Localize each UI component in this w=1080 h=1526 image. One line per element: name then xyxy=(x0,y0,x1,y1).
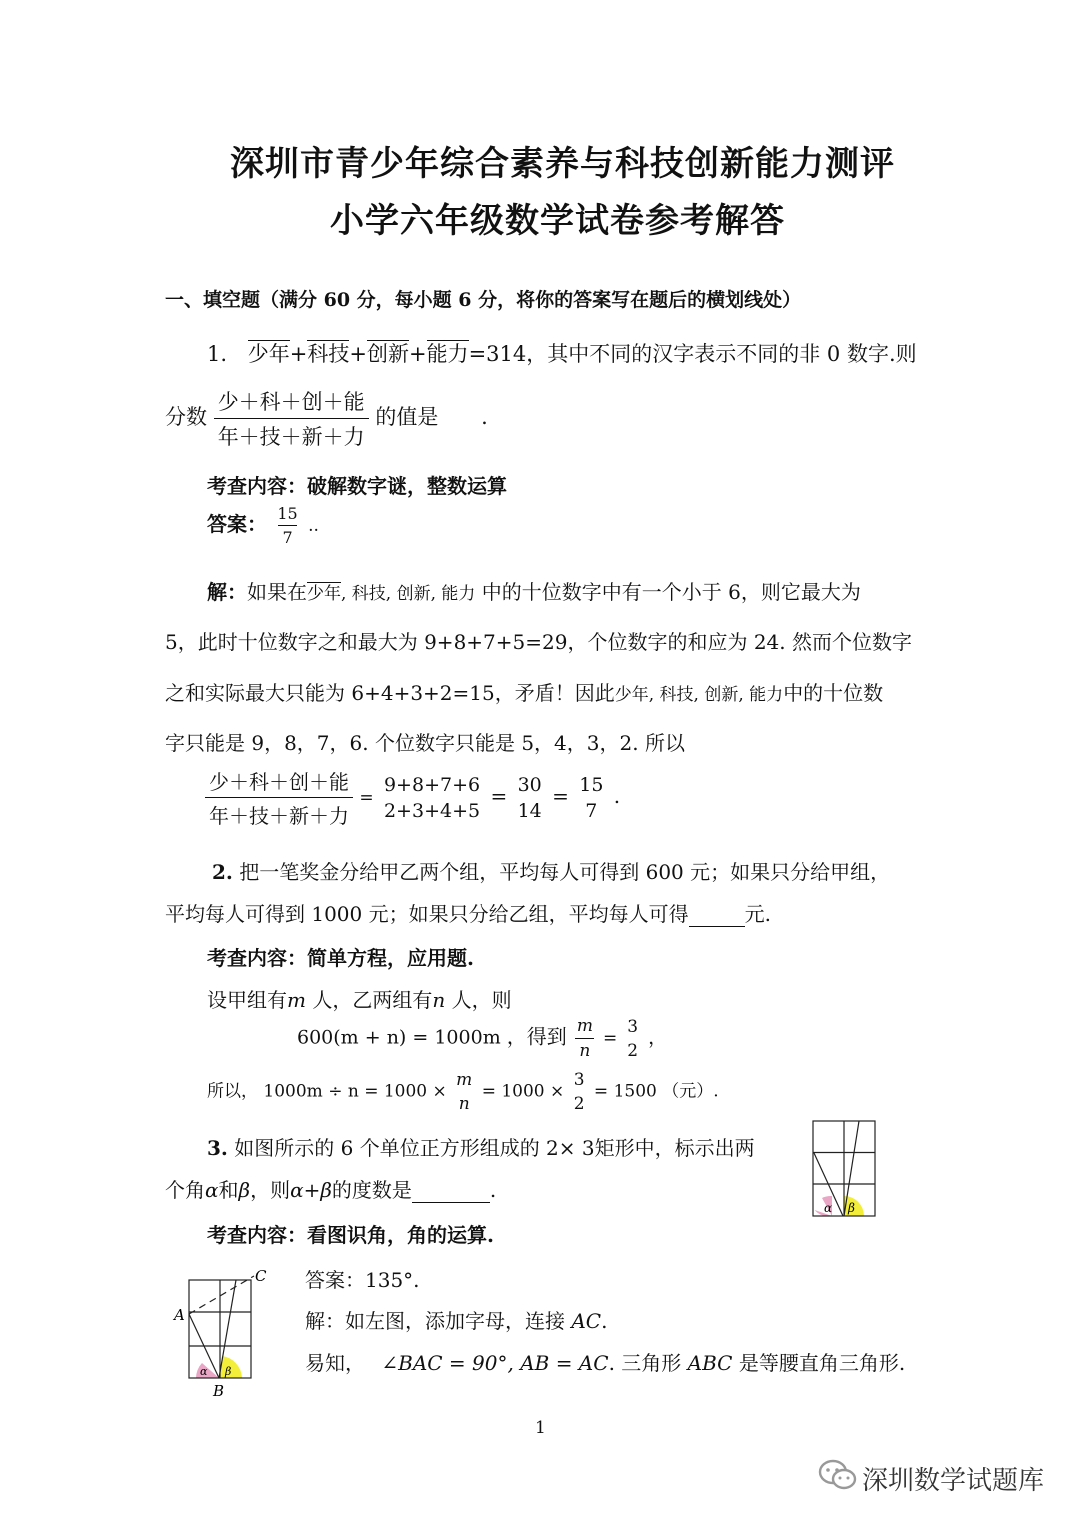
title-line-1: 深圳市青少年综合素养与科技创新能力测评 xyxy=(230,144,895,184)
q3-text: . 三角形 xyxy=(608,1351,682,1375)
q2-line-2 xyxy=(165,898,771,927)
q2-text: 所以， xyxy=(207,1081,258,1102)
q2-text: 设甲组有 xyxy=(207,988,287,1012)
q2-frac-3-2 xyxy=(570,1070,589,1114)
q1-word-nengli: 能力 xyxy=(426,342,469,366)
q1-solution-line-4: 字只能是 9，8，7，6. 个位数字只能是 5，4，3，2. 所以 xyxy=(165,731,685,755)
q1-calc-denominator: 2+3+4+5 xyxy=(383,799,481,822)
q1-answer-fraction xyxy=(273,504,301,547)
q3-text: . xyxy=(601,1309,608,1333)
q2-frac-denominator: n xyxy=(458,1094,470,1114)
q1-answer-label: 答案： xyxy=(207,512,267,536)
q3-text: 的度数是 xyxy=(331,1178,412,1202)
q3-alpha: α xyxy=(205,1178,219,1202)
q3-number: 3. xyxy=(207,1136,228,1160)
q2-expression: 1000 × xyxy=(501,1081,565,1102)
point-c-label: C xyxy=(255,1267,267,1285)
q1-solution-text: 中的十位数字中有一个小于 6，则它最大为 xyxy=(481,580,861,604)
q2-text: 元. xyxy=(744,902,771,926)
q1-fraction-suffix: 的值是 xyxy=(375,405,439,429)
q1-calc-fraction-4 xyxy=(575,774,607,822)
q3-beta: β xyxy=(238,1178,251,1202)
q1-solution-line-2: 5，此时十位数字之和最大为 9+8+7+5=29，个位数字的和应为 24. 然而个位数字 xyxy=(165,630,912,654)
q2-equals: = xyxy=(602,1028,618,1049)
q1-answer-tail: .. xyxy=(308,516,319,536)
q3-known-expression: ∠BAC = 90°, AB = AC xyxy=(381,1351,609,1375)
q3-line-2 xyxy=(165,1174,496,1203)
q1-solution-line-1 xyxy=(207,576,861,605)
q1-calc-numerator: 30 xyxy=(517,773,542,796)
page-number: 1 xyxy=(535,1418,546,1438)
q3-solution xyxy=(305,1305,607,1334)
q1-calc-denominator: 年＋技＋新＋力 xyxy=(205,797,353,829)
q2-frac-m-n xyxy=(452,1070,476,1114)
q2-frac-denominator: 2 xyxy=(573,1094,585,1114)
q2-equals: = xyxy=(593,1081,609,1102)
section-heading: 一、填空题（满分 60 分，每小题 6 分，将你的答案写在题后的横划线处） xyxy=(165,289,802,311)
q1-solution-words: 少年, 科技, 创新, 能力 xyxy=(614,685,784,705)
q3-segment-ac: AC xyxy=(571,1309,602,1333)
q1-calc-fraction-2 xyxy=(380,774,484,822)
q3-text: . xyxy=(489,1178,497,1202)
q3-figure-beta-label: β xyxy=(848,1201,855,1215)
q1-fraction-numerator: 少＋科＋创＋能 xyxy=(217,390,365,414)
q2-ratio-denominator: n xyxy=(575,1038,594,1061)
q3-topic: 考查内容：看图识角，角的运算. xyxy=(207,1223,494,1247)
q1-fraction-denominator: 年＋技＋新＋力 xyxy=(214,418,369,451)
q3-known xyxy=(305,1347,905,1376)
q3-alpha-plus-beta: α+β xyxy=(290,1178,332,1202)
q2-text: 人，乙两组有 xyxy=(312,988,433,1012)
q1-calc-denominator: 14 xyxy=(517,799,542,822)
q3-text: 如图所示的 6 个单位正方形组成的 2× 3矩形中，标示出两 xyxy=(234,1136,755,1160)
q1-calc-end: . xyxy=(613,784,621,808)
q1-equation-rest: =314，其中不同的汉字表示不同的非 0 数字.则 xyxy=(468,342,917,366)
q1-calc-fraction-3 xyxy=(514,774,546,822)
q3-text: ，则 xyxy=(250,1178,291,1202)
q3-text: 解：如左图，添加字母，连接 xyxy=(305,1309,565,1333)
q1-fraction-prefix: 分数 xyxy=(165,405,207,429)
q2-conclusion xyxy=(207,1070,719,1114)
q1-solution-text: 如果在 xyxy=(247,580,307,604)
point-a-label: A xyxy=(174,1306,185,1324)
q1-solution-text: 中的十位数 xyxy=(783,681,884,705)
q1-calc-equals: = xyxy=(490,784,508,808)
q1-calc-numerator: 15 xyxy=(579,773,604,796)
q3-figure-alpha-label: α xyxy=(824,1201,833,1215)
q1-answer-denominator: 7 xyxy=(278,525,296,547)
q1-answer xyxy=(207,504,319,547)
q2-setup xyxy=(207,984,512,1013)
q3-answer-blank xyxy=(412,1178,490,1203)
q2-text: ，得到 xyxy=(506,1024,567,1049)
q3-line-1 xyxy=(207,1132,755,1161)
q2-unit: （元）. xyxy=(662,1081,719,1102)
q1-solution-words: , 科技, 创新, 能力 xyxy=(341,584,476,604)
point-b-label: B xyxy=(213,1382,225,1400)
q1-plus: + xyxy=(289,342,308,366)
q2-frac-numerator: 3 xyxy=(573,1070,585,1090)
q1-solution-word: 少年 xyxy=(307,584,341,604)
q3-figure-labeled xyxy=(170,1262,280,1404)
title-line-2: 小学六年级数学试卷参考解答 xyxy=(330,201,785,241)
q1-word-keji: 科技 xyxy=(307,342,350,366)
q1-answer-numerator: 15 xyxy=(277,504,298,523)
q3-text: 个角 xyxy=(165,1178,205,1202)
q3-figure-grid xyxy=(812,1120,876,1218)
q3-figure-alpha-label: α xyxy=(200,1365,208,1378)
q3-text: 易知， xyxy=(305,1351,365,1375)
q2-line-1 xyxy=(212,856,890,885)
q2-ratio-3-2 xyxy=(623,1017,642,1061)
q2-text: ， xyxy=(648,1026,668,1049)
q1-solution-text: 之和实际最大只能为 6+4+3+2=15，矛盾！因此 xyxy=(165,681,615,705)
q2-topic: 考查内容：简单方程，应用题. xyxy=(207,946,474,970)
q2-equation xyxy=(297,1016,667,1061)
q1-plus: + xyxy=(349,342,367,366)
q1-number: 1. xyxy=(207,342,228,366)
q2-text: 把一笔奖金分给甲乙两个组，平均每人可得到 600 元；如果只分给甲组， xyxy=(239,860,891,884)
q1-fraction xyxy=(214,386,369,451)
q2-var-n: n xyxy=(432,988,446,1012)
q1-topic: 考查内容：破解数字谜，整数运算 xyxy=(207,474,507,498)
q2-result: 1500 xyxy=(613,1081,657,1102)
q3-figure-beta-label: β xyxy=(225,1365,232,1378)
q2-text: 人，则 xyxy=(451,988,512,1012)
q1-word-chuangxin: 创新 xyxy=(366,342,409,366)
q1-statement xyxy=(207,338,917,368)
q2-ratio-numerator: 3 xyxy=(627,1016,639,1037)
q1-solution-label: 解： xyxy=(207,580,247,604)
q1-calc-equals: = xyxy=(359,788,374,808)
q2-frac-numerator: m xyxy=(456,1070,473,1090)
q2-answer-blank xyxy=(689,902,745,927)
q1-plus: + xyxy=(408,342,427,366)
q1-calc-numerator: 9+8+7+6 xyxy=(383,773,481,796)
q1-calc-numerator: 少＋科＋创＋能 xyxy=(209,770,349,794)
q1-calc-fraction-1 xyxy=(205,766,353,829)
q2-ratio-m-n xyxy=(573,1016,597,1061)
q3-answer: 答案：135°. xyxy=(305,1268,420,1292)
q2-number: 2. xyxy=(212,860,233,884)
q2-var-m: m xyxy=(287,988,306,1012)
q3-triangle-abc: ABC xyxy=(687,1351,733,1375)
q2-text: 平均每人可得到 1000 元；如果只分给乙组，平均每人可得 xyxy=(165,902,689,926)
q2-equation-lhs: 600(m + n) = 1000m xyxy=(297,1026,501,1049)
q1-fraction-line xyxy=(165,386,488,451)
q1-blank-end: . xyxy=(481,405,488,429)
q1-calc-equals: = xyxy=(552,784,569,808)
q3-text: 和 xyxy=(218,1178,239,1202)
q2-equals: = xyxy=(481,1081,496,1102)
footer-brand: 深圳数学试题库 xyxy=(862,1466,1045,1496)
q1-calc-denominator: 7 xyxy=(585,799,598,822)
q3-text: 是等腰直角三角形. xyxy=(738,1351,906,1375)
q1-calculation xyxy=(205,766,620,829)
q2-ratio-denominator: 2 xyxy=(627,1040,639,1061)
wechat-logo-icon xyxy=(818,1458,858,1492)
q2-ratio-numerator: m xyxy=(576,1016,593,1036)
q1-solution-line-3 xyxy=(165,677,883,706)
q2-expression: 1000m ÷ n = 1000 × xyxy=(263,1081,447,1102)
q1-word-shaonian: 少年 xyxy=(247,342,290,366)
